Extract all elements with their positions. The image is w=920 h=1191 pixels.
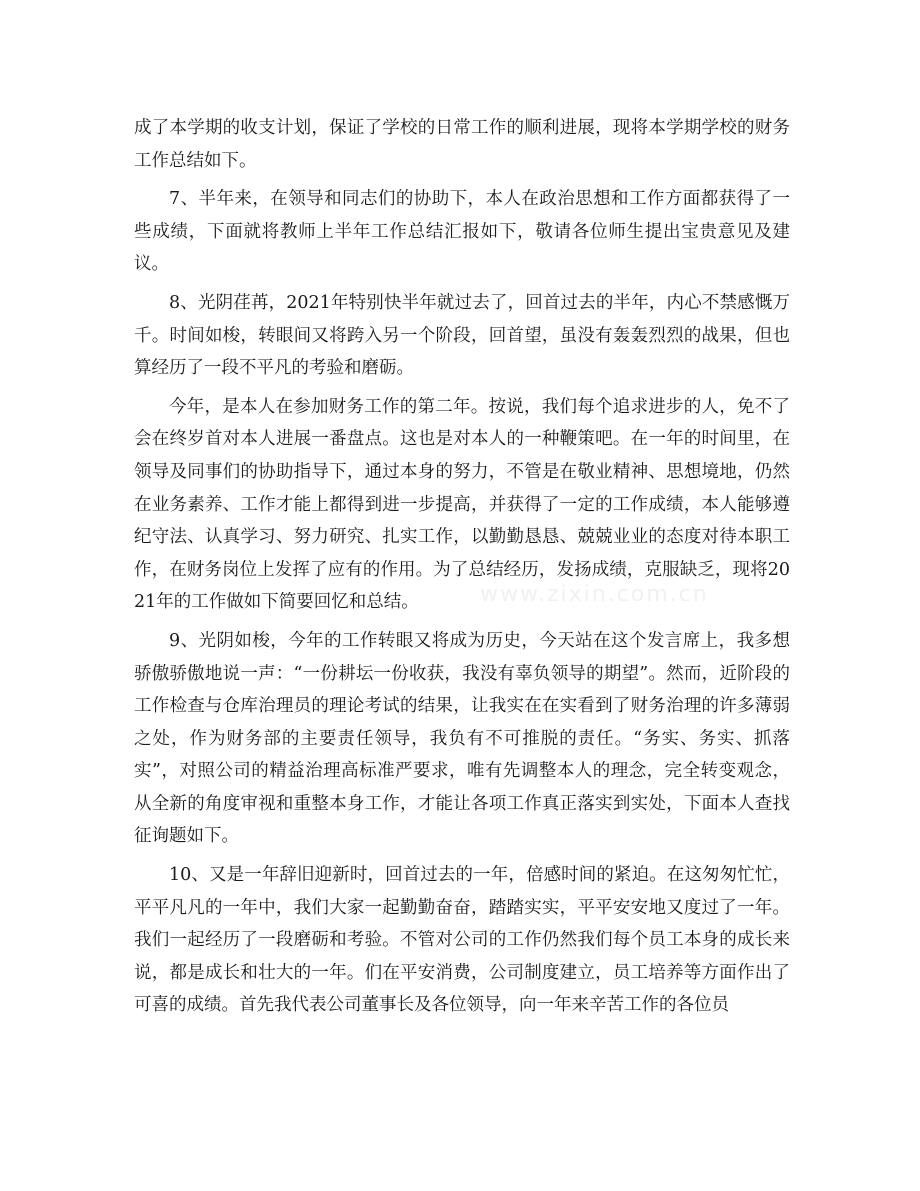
paragraph-9: 9、光阴如梭，今年的工作转眼又将成为历史，今天站在这个发言席上，我多想骄傲骄傲地说一声：“一份耕坛一份收获，我没有辜负领导的期望”。然而，近阶段的工作检查与仓库治理员的理论考试的结果，让我实在在实看到了财务治理的许多薄弱之处，作为财务部的主要责任领导，我负有不可推脱的责任。“务实、务实、抓落实”，对照公司的精益治理高标准严要求，唯有先调整本人的理念，完全转变观念，从全新的角度审视和重整本身工作，才能让各项工作真正落实到实处，下面本人查找征询题如下。 (134, 630, 790, 847)
paragraph-8-continued: 今年，是本人在参加财务工作的第二年。按说，我们每个追求进步的人，免不了会在终岁首对本人进展一番盘点。这也是对本人的一种鞭策吧。在一年的时间里，在领导及同事们的协助指导下，通过本身的努力，不管是在敬业精神、思想境地，仍然在业务素养、工作才能上都得到进一步提高，并获得了一定的工作成绩，本人能够遵纪守法、认真学习、努力研究、扎实工作，以勤勤恳恳、兢兢业业的态度对待本职工作，在财务岗位上发挥了应有的作用。为了总结经历，发扬成绩，克服缺乏，现将2021年的工作做如下简要回忆和总结。 (134, 396, 790, 613)
paragraph-8: 8、光阴荏苒，2021年特别快半年就过去了，回首过去的半年，内心不禁感慨万千。时间如梭，转眼间又将跨入另一个阶段，回首望，虽没有轰轰烈烈的战果，但也算经历了一段不平凡的考验和磨砺。 (134, 292, 790, 379)
watermark: www.zixin.com.cn (480, 582, 709, 607)
document-body (134, 112, 790, 1028)
paragraph-10: 10、又是一年辞旧迎新时，回首过去的一年，倍感时间的紧迫。在这匆匆忙忙，平平凡凡的一年中，我们大家一起勤勤奋奋，踏踏实实，平平安安地又度过了一年。我们一起经历了一段磨砺和考验。不管对公司的工作仍然我们每个员工本身的成长来说，都是成长和壮大的一年。们在平安消费，公司制度建立，员工培养等方面作出了可喜的成绩。首先我代表公司董事长及各位领导，向一年来辛苦工作的各位员 (134, 865, 790, 1016)
paragraph-continued: 成了本学期的收支计划，保证了学校的日常工作的顺利进展，现将本学期学校的财务工作总结如下。 (134, 118, 790, 171)
paragraph-7: 7、半年来，在领导和同志们的协助下，本人在政治思想和工作方面都获得了一些成绩，下面就将教师上半年工作总结汇报如下，敬请各位师生提出宝贵意见及建议。 (134, 189, 790, 275)
